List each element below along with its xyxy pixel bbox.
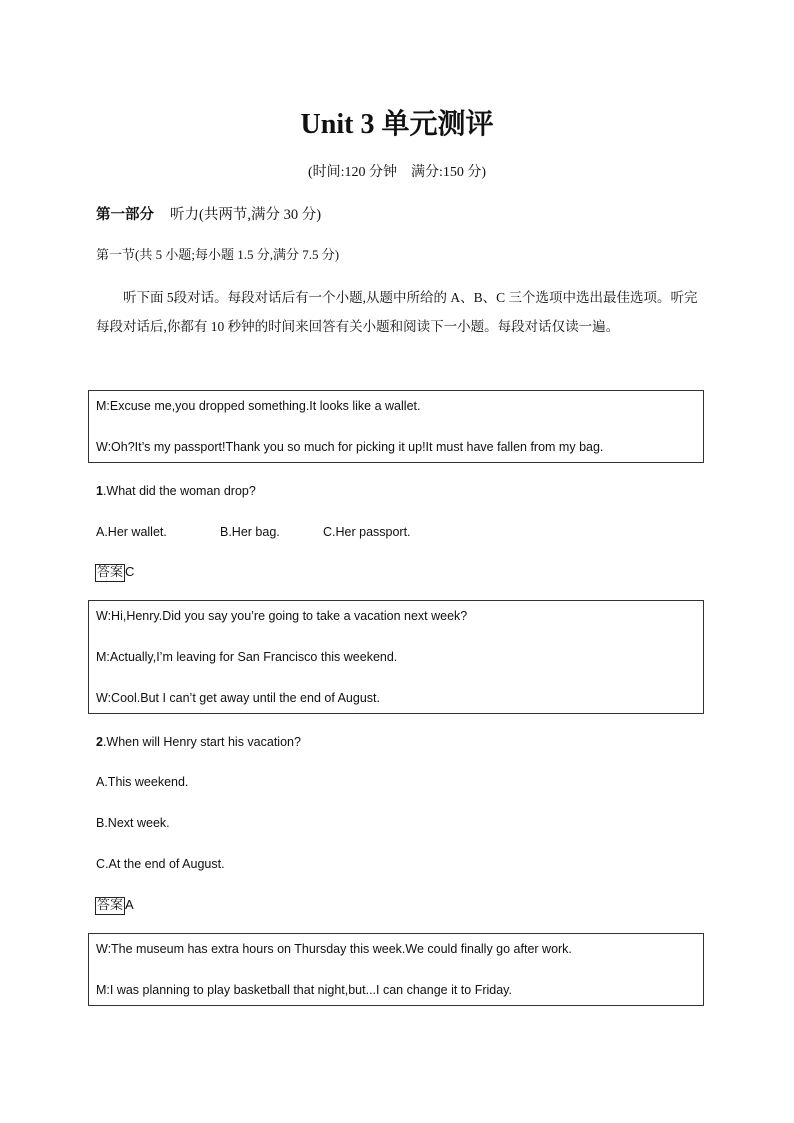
question-number: 1 — [96, 484, 103, 498]
answer-value: C — [125, 564, 135, 579]
dialog-line: M:I was planning to play basketball that night,but...I can change it to Friday. — [96, 983, 512, 997]
dialog-line: W:The museum has extra hours on Thursday this week.We could finally go after work. — [96, 942, 572, 956]
option-b: B.Next week. — [96, 816, 170, 830]
part-heading — [96, 203, 321, 224]
dialog-line: M:Excuse me,you dropped something.It looks like a wallet. — [96, 399, 421, 413]
question-1 — [96, 484, 256, 498]
answer-label: 答案 — [97, 898, 124, 913]
question-2 — [96, 735, 301, 749]
dialog-box-2 — [88, 600, 704, 714]
dialog-line: W:Oh?It’s my passport!Thank you so much for picking it up!It must have fallen from my bag. — [96, 440, 604, 454]
listening-instructions: 听下面 5段对话。每段对话后有一个小题,从题中所给的 A、B、C 三个选项中选出最佳选项。听完每段对话后,你都有 10 秒钟的时间来回答有关小题和阅读下一小题。每段对话仅读一遍。 — [96, 290, 698, 334]
option-a: A.This weekend. — [96, 775, 189, 789]
answer-row-1 — [95, 564, 134, 582]
answer-row-2 — [95, 897, 134, 915]
option-c: C.At the end of August. — [96, 857, 225, 871]
part-name: 第一部分 — [96, 207, 154, 223]
dialog-line: W:Hi,Henry.Did you say you’re going to take a vacation next week? — [96, 609, 468, 623]
question-text: .When will Henry start his vacation? — [102, 735, 301, 749]
dialog-box-3 — [88, 933, 704, 1006]
dialog-line: M:Actually,I’m leaving for San Francisco this weekend. — [96, 650, 398, 664]
part-description: 听力(共两节,满分 30 分) — [170, 207, 322, 223]
dialog-box-1 — [88, 390, 704, 463]
option-a: A.Her wallet. — [96, 525, 167, 539]
option-b: B.Her bag. — [220, 525, 280, 539]
section-heading: 第一节(共 5 小题;每小题 1.5 分,满分 7.5 分) — [96, 247, 340, 262]
answer-label: 答案 — [97, 565, 124, 580]
exam-time-info: (时间:120 分钟 满分:150 分) — [307, 165, 487, 180]
answer-value: A — [125, 897, 134, 912]
option-c: C.Her passport. — [323, 525, 411, 539]
question-number: 2 — [96, 735, 103, 749]
dialog-line: W:Cool.But I can’t get away until the end of August. — [96, 691, 380, 705]
question-text: .What did the woman drop? — [102, 484, 256, 498]
page-title: Unit 3 单元测评 — [300, 109, 494, 140]
